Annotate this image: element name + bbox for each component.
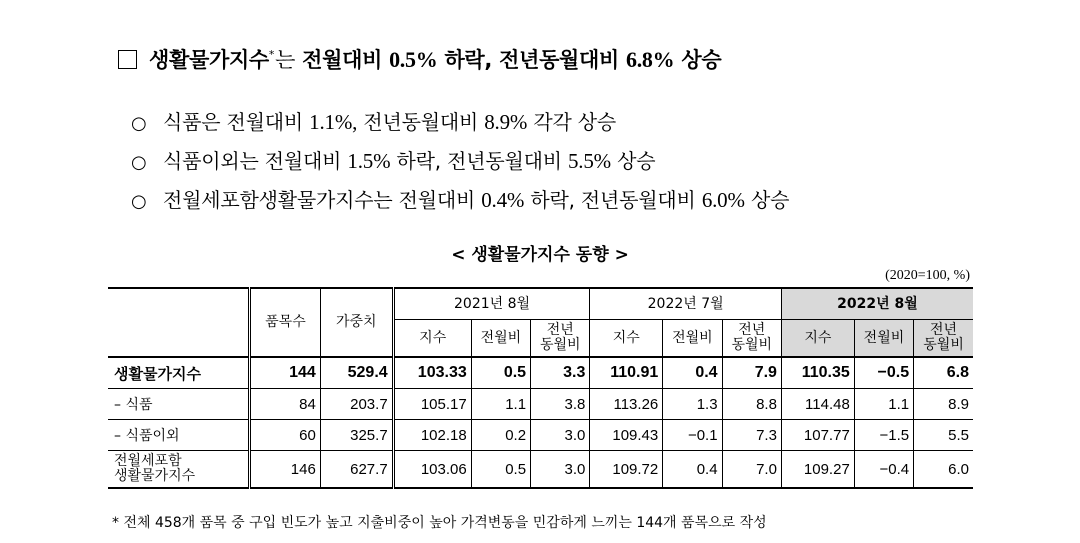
header-yoy: 전년 동월비 (722, 320, 781, 358)
row-label: 전월세포함 생활물가지수 (108, 451, 250, 489)
cell-value: 114.48 (781, 389, 854, 420)
cell-value: 6.8 (914, 357, 973, 389)
header-index: 지수 (590, 320, 663, 358)
row-label: 생활물가지수 (108, 357, 250, 389)
bullet-value: 0.4% (481, 188, 525, 212)
bullet-rent-incl (131, 184, 789, 213)
cell-value: 110.35 (781, 357, 854, 389)
cell-value: 3.0 (531, 451, 590, 489)
cell-value: 113.26 (590, 389, 663, 420)
row-label: – 식품이외 (108, 420, 250, 451)
headline (118, 44, 721, 74)
table-row (108, 389, 973, 420)
cell-value: 0.4 (663, 357, 722, 389)
cell-weight: 627.7 (320, 451, 393, 489)
headline-mid: 는 (275, 48, 296, 72)
bullet-text: 상승 (617, 149, 656, 173)
circle-bullet-icon: ○ (131, 191, 147, 212)
cell-items: 84 (250, 389, 321, 420)
headline-n2: 6.8% (626, 47, 675, 72)
cell-value: 7.9 (722, 357, 781, 389)
cell-weight: 529.4 (320, 357, 393, 389)
cell-value: −0.4 (854, 451, 913, 489)
checkbox-square-icon (118, 50, 137, 69)
cell-value: 3.0 (531, 420, 590, 451)
header-index: 지수 (393, 320, 471, 358)
cell-value: 103.06 (393, 451, 471, 489)
cell-value: 102.18 (393, 420, 471, 451)
bullet-text: 하락, 전년동월대비 (530, 188, 696, 212)
cell-value: 8.9 (914, 389, 973, 420)
price-index-table (108, 287, 973, 489)
cell-value: −0.5 (854, 357, 913, 389)
cell-value: −0.1 (663, 420, 722, 451)
circle-bullet-icon: ○ (131, 152, 147, 173)
bullet-text: 식품이외는 전월대비 (163, 149, 342, 173)
header-yoy: 전년 동월비 (914, 320, 973, 358)
cell-value: 107.77 (781, 420, 854, 451)
cell-value: 3.3 (531, 357, 590, 389)
cell-value: 103.33 (393, 357, 471, 389)
bullet-text: 전월세포함생활물가지수는 전월대비 (163, 188, 476, 212)
table-title: < 생활물가지수 동향 > (451, 245, 629, 265)
header-row-1 (108, 288, 973, 320)
cell-value: 105.17 (393, 389, 471, 420)
header-mom: 전월비 (663, 320, 722, 358)
cell-weight: 325.7 (320, 420, 393, 451)
table-unit: (2020=100, %) (885, 268, 970, 283)
bullet-text: 식품은 전월대비 (163, 110, 303, 134)
row-label: – 식품 (108, 389, 250, 420)
bullet-value: 1.5% (347, 149, 391, 173)
cell-value: 0.4 (663, 451, 722, 489)
bullet-food (131, 106, 616, 135)
cell-value: 109.72 (590, 451, 663, 489)
cell-value: 6.0 (914, 451, 973, 489)
cell-value: 109.43 (590, 420, 663, 451)
bullet-value: 6.0% (701, 188, 745, 212)
bullet-value: 5.5% (568, 149, 611, 173)
cell-items: 144 (250, 357, 321, 389)
header-mom: 전월비 (854, 320, 913, 358)
headline-t1: 전월대비 (302, 48, 383, 72)
bullet-text: 각각 상승 (533, 110, 617, 134)
cell-value: 7.3 (722, 420, 781, 451)
bullet-value: 8.9% (484, 110, 528, 134)
cell-value: 1.3 (663, 389, 722, 420)
cell-value: 1.1 (854, 389, 913, 420)
cell-value: 3.8 (531, 389, 590, 420)
cell-value: 1.1 (471, 389, 530, 420)
bullet-value: 1.1%, (309, 110, 358, 134)
headline-t3: 상승 (681, 48, 722, 72)
cell-items: 146 (250, 451, 321, 489)
cell-value: −1.5 (854, 420, 913, 451)
cell-value: 0.5 (471, 451, 530, 489)
cell-value: 8.8 (722, 389, 781, 420)
header-items: 품목수 (250, 288, 321, 357)
header-blank (108, 288, 250, 357)
headline-t2: 하락, 전년동월대비 (444, 48, 620, 72)
table-row (108, 357, 973, 389)
cell-value: 7.0 (722, 451, 781, 489)
header-yoy: 전년 동월비 (531, 320, 590, 358)
bullet-text: 상승 (750, 188, 790, 212)
bullet-nonfood (131, 145, 655, 174)
header-index: 지수 (781, 320, 854, 358)
bullet-text: 하락, 전년동월대비 (396, 149, 562, 173)
headline-prefix: 생활물가지수 (149, 48, 269, 72)
cell-value: 5.5 (914, 420, 973, 451)
table-row (108, 451, 973, 489)
cell-value: 110.91 (590, 357, 663, 389)
table-row (108, 420, 973, 451)
headline-n1: 0.5% (389, 47, 438, 72)
header-period-2021-08: 2021년 8월 (393, 288, 590, 320)
cell-items: 60 (250, 420, 321, 451)
header-period-2022-07: 2022년 7월 (590, 288, 782, 320)
footnote: * 전체 458개 품목 중 구입 빈도가 높고 지출비중이 높아 가격변동을 민감하게 느끼는 144개 품목으로 작성 (112, 515, 767, 531)
cell-value: 109.27 (781, 451, 854, 489)
circle-bullet-icon: ○ (131, 113, 147, 134)
footnote-marker: * (268, 48, 275, 61)
cell-value: 0.5 (471, 357, 530, 389)
cell-value: 0.2 (471, 420, 530, 451)
bullet-text: 전년동월대비 (363, 110, 479, 134)
header-weight: 가중치 (320, 288, 393, 357)
header-period-2022-08: 2022년 8월 (781, 288, 973, 320)
cell-weight: 203.7 (320, 389, 393, 420)
header-mom: 전월비 (471, 320, 530, 358)
